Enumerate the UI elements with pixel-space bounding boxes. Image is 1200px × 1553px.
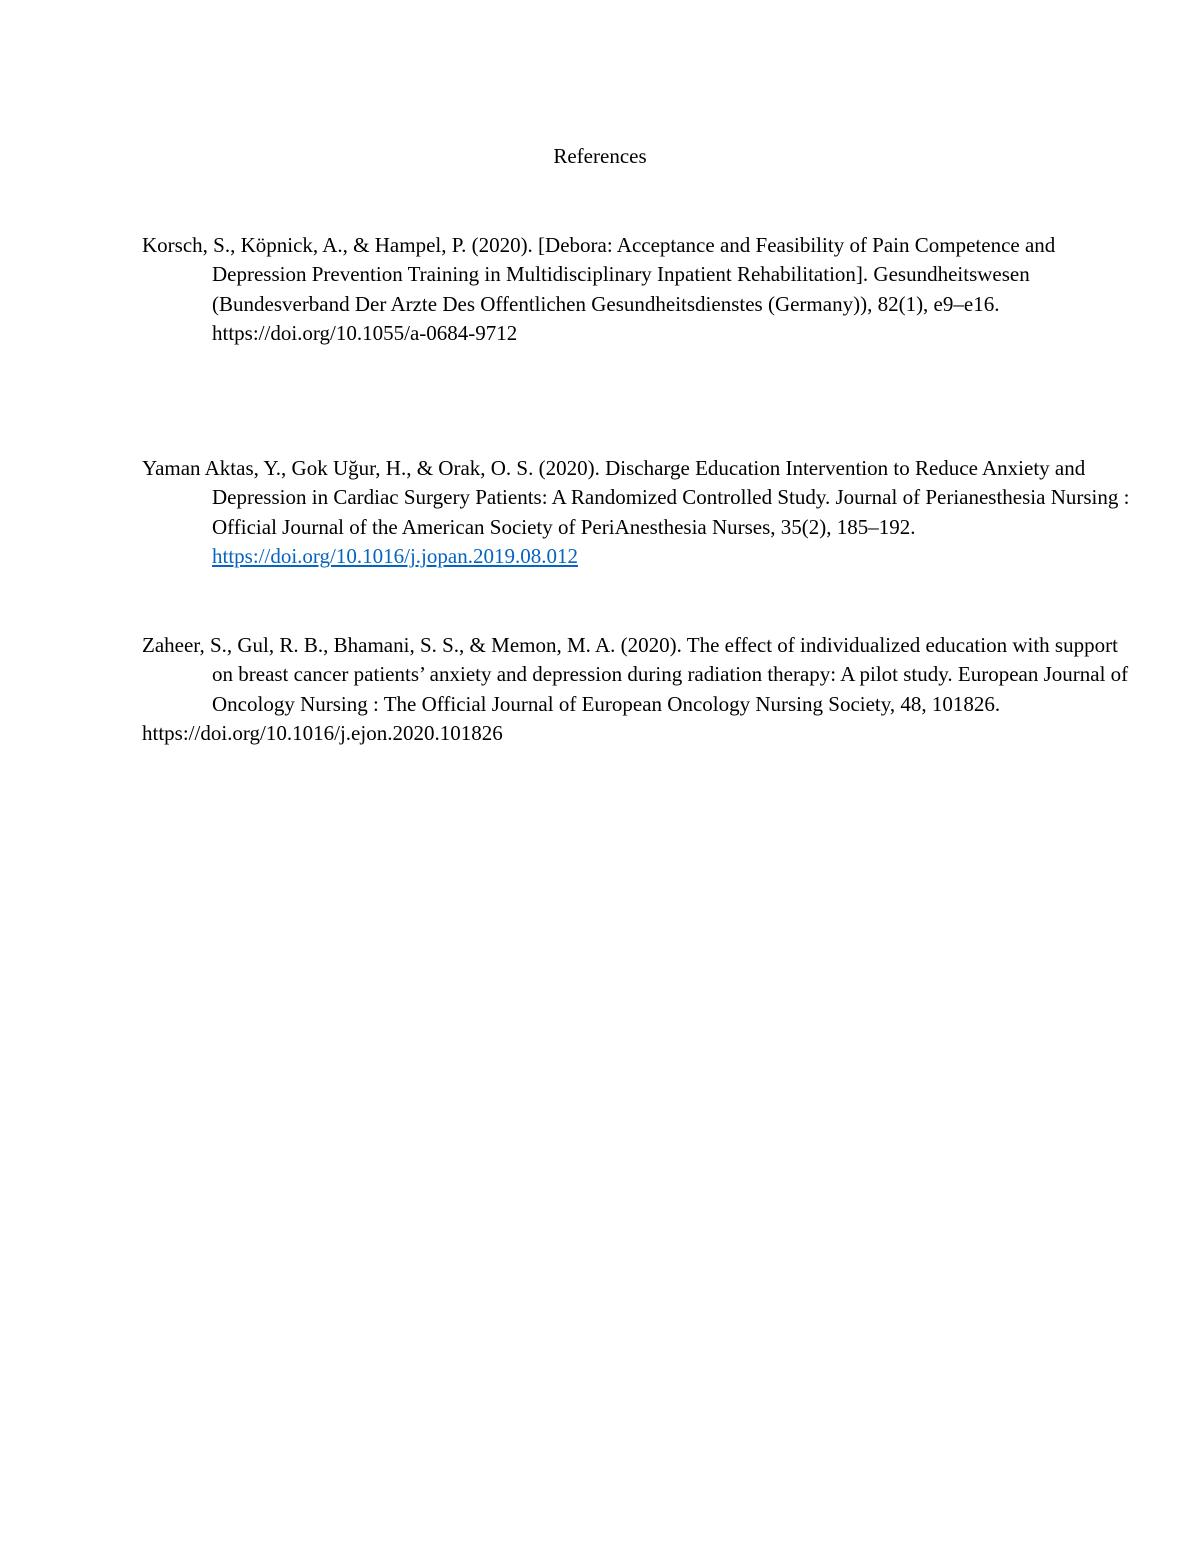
reference-entry: [142, 231, 1137, 349]
reference-entry: [142, 454, 1137, 572]
reference-text: Zaheer, S., Gul, R. B., Bhamani, S. S., & Memon, M. A. (2020). The effect of individualized education with support on breast cancer patients’ anxiety and depression during radiation therapy: A pilot study. European Journal of Oncology Nursing : The Official Journal of European Oncology Nursing Society, 48, 101826.: [142, 633, 1129, 716]
reference-text: Yaman Aktas, Y., Gok Uğur, H., & Orak, O. S. (2020). Discharge Education Intervention to Reduce Anxiety and Depression in Cardiac Surgery Patients: A Randomized Controlled Study. Journal of Perianesthesia Nursing : Official Journal of the American Society of PeriAnesthesia Nurses, 35(2), 185–192.: [142, 456, 1130, 539]
doi-link[interactable]: https://doi.org/10.1016/j.jopan.2019.08.012: [212, 544, 578, 569]
reference-entry: [142, 631, 1137, 749]
reference-doi: https://doi.org/10.1016/j.ejon.2020.101826: [142, 721, 503, 746]
references-heading: References: [553, 144, 647, 168]
reference-text: Korsch, S., Köpnick, A., & Hampel, P. (2020). [Debora: Acceptance and Feasibility of Pain Competence and Depression Prevention Training in Multidisciplinary Inpatient Rehabilitation]. Gesundheitswesen (Bundesverband Der Arzte Des Offentlichen Gesundheitsdienstes (Germany)), 82(1), e9–e16.: [142, 233, 1056, 316]
reference-doi: https://doi.org/10.1055/a-0684-9712: [212, 321, 518, 346]
